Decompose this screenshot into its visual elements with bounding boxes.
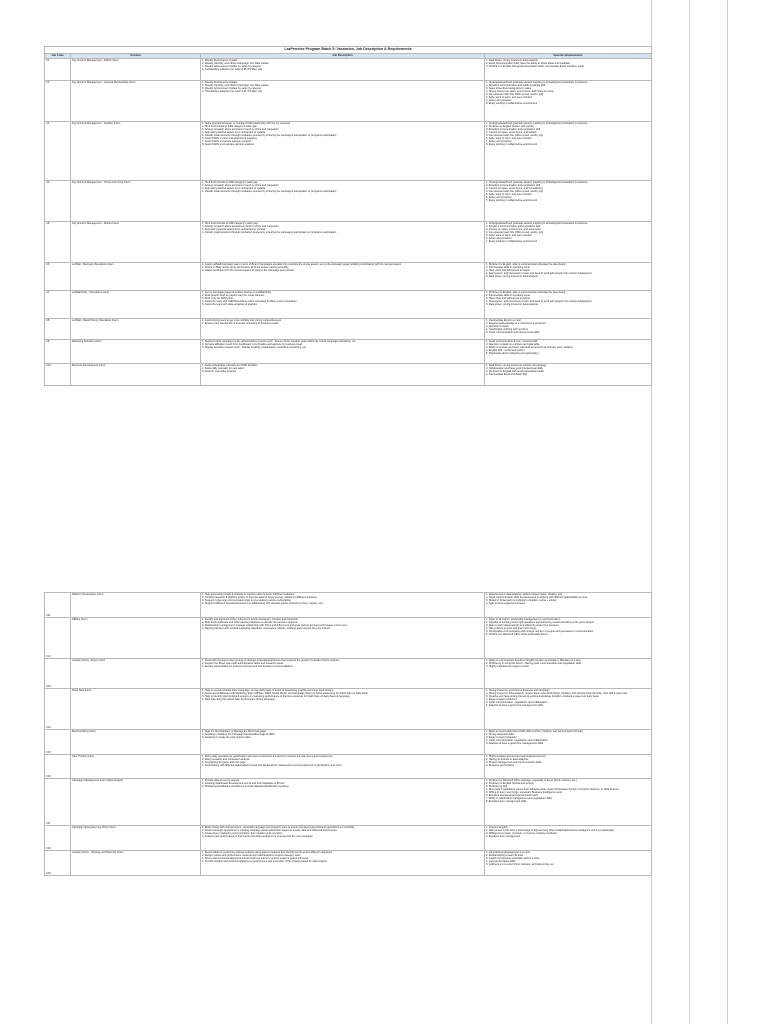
job-code-cell: C9 [45,340,71,364]
table-row [45,593,652,618]
table-row [45,122,652,181]
position-cell: Merchandising Intern [71,730,201,755]
table-row [45,364,652,386]
job-code-cell: C6 [45,263,71,291]
table-row [45,851,652,876]
description-cell: 1. Hunt fresh brands to fulfill category's seller gap 2. Actively research about assortment trend in online and competitor 3. Approach potential sellers to be onboarded to Lazada 4. Growth small accounts through incubation process by ensuring the campaigns participation or programs participation [201,222,485,263]
description-cell: 1. Solve operational issues to maintain KAM relationship with the top accounts 2. Hunt fresh bands to fulfill category's seller gap 3. Actively research about assortment trend in online and competitor 4. Approach potential sellers to be onboarded to Lazada 5. Growth small accounts through incubation process by ensuring the campaigns participation or programs participation 6. Assist KAMs in price and assortment mapping 7. Assist KAMs to operate category projects 8. Assist KAMs to accelerate account analysis [201,122,485,181]
description-cell: 1. Help to execute Double Date Campaign, and on daily basis in terms of developing graphics structure (web design) 2. Assist and collaborate with Marketing Team (Affiliate, CRM, Social Media, and Campaign Team) to boost awareness for Flash Sale on daily basis 3. Help to identify opportunities & analyze on marketing performance to improve exposure for Flash Sale on daily basis & campaign 4. Data Checking from Flash Sale Performance during campaign [201,689,485,730]
job-code-cell: C13 [45,659,71,689]
job-code-cell: C1 [45,59,71,81]
requirements-cell: 1. Intermediate Excel is a must 2. Experience/knowledge in e-commerce is preferred 3. Attention to detail 4. Comfortable working with numbers 5. Good communication and interpersonal skills [485,319,652,340]
job-code-cell: C14 [45,689,71,730]
position-cell: Key Account Management - Home and Living Intern [71,181,201,222]
header-specific-requirements: Specific Requirements [485,54,652,59]
requirements-cell: 1. Highly detailed oriented and well organized person 2. Having an interest in data analytics 3. Project management and communication skills 4. Proactive and initiative [485,755,652,779]
description-cell: 1. Hunt fresh brands to fulfill category's seller gap 2. Actively research about assortment trend in online and competitor 3. Approach potential sellers to be onboarded to Lazada 4. Growth small accounts through incubation process by ensuring the campaigns participation or programs participation [201,181,485,222]
description-cell: 1. Responsible for performing various analysis using data to measure and identify trends across different categories 2. Design reports and performance measurement dashboards to support category team 3. Drive cross-functional alignment across business teams to ensure project's goal is achieved 4. Provide insights and recommendations on performance and execution of the projects based on data insights [201,851,485,876]
position-cell: Key Account Management - General Merchandise Intern [71,81,201,122]
job-code-cell: C8 [45,319,71,340]
table-row [45,618,652,659]
position-cell: LazMall - Business Operations Intern [71,263,201,291]
position-cell: LazMall Daily - Operations Intern [71,291,201,319]
description-cell: 1. Assist LazMall Campaign team in term of Brand Campaigns operation by reviewing the onsite assets, set up the campaign page including coordination with the relevant teams 2. Check in 3Day onsite set up and ensure all of the assets running smoothly 3. Gather feedback from the relevant teams to support the campaign post mortem [201,263,485,291]
position-cell: LazMall - Retail Pricing Operations Intern [71,319,201,340]
job-code-cell: C18 [45,826,71,851]
table-row [45,779,652,826]
table-row [45,659,652,689]
job-code-cell: C12 [45,618,71,659]
vacancy-table-page-2 [44,592,652,876]
requirements-cell: 1. Proficient in Microsoft Office package, especially in Excel (Pivot, lookups, etc.) 2. Proficient in English (Verbal and written) 3. Proficient in SQL 4. Plus point if candidates comes from following study major:(Information System, Computer Science, or Data Science 5. Willing to learn new things, especially Business Intelligence tools 6. Excellent interpersonal communication skill 7. Ability in relationship management and negotiation skills 8. Excellent time management skills [485,779,652,826]
job-code-cell: C16 [45,755,71,779]
table-row [45,319,652,340]
requirements-cell: 1. Strong interest in ecommerce business and campaign 2. Strong interest in data analysis, require basic excel skills (Pivot, Vlookup, and various basic formula). SQL skill is plus point 3. Creative and have strong interest to explore knowledge & skills in marketing aspect on daily basis 4. Eager to learn behaviour 5. Good communication, negotiation, and collaboration 6. Adaptive & have a good time management skills [485,689,652,730]
job-code-cell: C2 [45,81,71,122]
table-row [45,222,652,263]
description-cell: 1. Identify and approach KOLs, influencers across Instagram, Youtube and Facebook 2. Help assist webinars and other training initiatives to educate the partners acquired 3. Relationship management: manage relationship with KOLs and influencers and grow partner account performance end to end 4. Aligning partners with Lazada marketing calendars, new feature rollouts, strategy and ensuring they are trained. [201,618,485,659]
header-job-code: Job Code [45,54,71,59]
description-cell: 1. Work closely with internal teams, especially campaign and category team to ensure the day-to-day business operations run smoothly 2. Assist campaign operations by curating campaign deals submission based on trends, data and historical performance 3. Create buyer marketing communication, from ideation until execution 4. Analyze past performance to find trends and what needed to be improved for the next campaign [201,826,485,851]
description-cell: 1. Help the Merchandiser to Manage the MKU Campaign 2. Assisting in building the Campaign Merchandise Page & CRM 3. Assisting to create the post mortem data [201,730,485,755]
table-row [45,181,652,222]
position-cell: Campaign Management Intern (Data Analyst) [71,779,201,826]
requirements-cell: 1. Data driven, strong interest in data analysis. 2. Good Communication Skill, have the ability to share ideas and feedback. 3. Proficient in English with good presentation skills, intermediate Excel (vlookup, pivot) [485,59,652,81]
position-cell: Business Development Intern [71,364,201,386]
description-cell: 1. Weekly Performance Update 2. Weekly, Monthly, and others Campaign Join Rate tracker 3. Weekly Achievement Update by seller by category 4. Tools/activity adoption per seller (LPI, PS Max, etc) [201,59,485,81]
job-code-cell: C7 [45,291,71,319]
description-cell: 1. Assist pricing team to get more visibility into pricing competitiveness 2. Ensure price benchmark is accurate according to business needs [201,319,485,340]
requirements-cell: 1. Undergraduate/fresh graduate student majoring in all background education is welcome 2. Excellent communication and negotiation skill 3. Interest on sales, ecommerce, and home&living 4. Can operate basic Ms. Office (excel, words, ppt) 5. Agile, want to learn, and open minded 6. Active and proactive 7. Enjoy working in collaborative environment [485,181,652,222]
requirements-cell: 1. Undergraduate/fresh graduate student majoring in all background education is welcome 2. Excellent communication and public speaking skill 3. Sales driven/has background in sales 4. Strong interest on sales, ecommerce, and Home & Living 5. Can operate basic Ms. Office (excel, words, ppt) 6. Agile, want to learn, and open minded 7. Active and proactive 8. Enjoy working in collaborative environment [485,81,652,122]
job-code-cell: C5 [45,222,71,263]
requirements-cell: 1. Data driven, strong interest in analyze and strategy. 2. Collaborative and have good interpersonal skills 3. Proficient in English with good presentation skills 4. Intermediate Excel and Basic SQL [485,364,652,386]
grid-column-edge [727,0,728,1024]
table-row [45,755,652,779]
table-row [45,730,652,755]
table-row [45,81,652,122]
requirements-cell: 1. Proficient in English, able to communicate/ articulate the idea clearly 2. Intermediate skills in operating excel 3. Have drive and willingness to deliver 4. Fast learner, and interested to learn and keen to work with people from various background 5. Data driven, strong interest in data analysis. [485,291,652,319]
position-cell: User Product Intern [71,755,201,779]
table-row [45,340,652,364]
description-cell: 1. Set up campaign pages & product shelves in LazMall Daily 2. Draft graphic brief to graphic team for onsite banners 3. Draft copy for CRM push 4. Assist the team with LMD Bonus/best online campaign & offline event preparation 5. Assist the team with data extraction & analysis [201,291,485,319]
requirements-cell: 1. Undergraduate/fresh graduate student majoring in all background education is welcome 2. Proficient in English (written and verbal) 3. Excellent communication and negotiation skill 4. Interest on sales, ecommerce, and fashion 5. Can operate basic Ms. Office (excel, words, ppt) 6. Agile, want to learn, and open minded 7. Active and proactive 8. Enjoy working in collaborative environment [485,122,652,181]
job-code-cell: C3 [45,122,71,181]
header-job-description: Job Description [201,54,485,59]
job-code-cell: C19 [45,851,71,876]
requirements-cell: 1. Basic to intermediate Excel Skill (Able to Pivot, Vlookup, and various basic formula) 2. Strong analytical skills 3. Eager to learn behaviour 4. Good communication, negotiation, and collaboration 5. Adaptive & have a good time management skills [485,730,652,755]
position-cell: Flash Sale Intern [71,689,201,730]
position-cell: Platform Governance Intern [71,593,201,618]
table-row [45,263,652,291]
description-cell: 1. Weekly Performance Update 2. Weekly, Monthly, and others Campaign Join Rate tracker 3. Weekly Achievement Update by seller by category 4. Tools/activity adoption per seller (LPI, PS Max, etc) [201,81,485,122]
requirements-cell: 1. Good communication & inter- personal skill 2. Attention to detail on numbers and data table 3. Ability to operate and learn microsoft excel such as formula, pivot, vlookup. 4. English skill - verbal and written 5. Passionate about marketing and advertising [485,340,652,364]
vacancy-table-page-1 [44,46,652,386]
description-cell: 1. Assist with the day-to-day running of strategic projects/programmes that supports the growth of Lazada Choice program 2. Support the Buyer team with administrative tasks and research needs 3. Identify opportunities for process improvement and develop recommendations [201,659,485,689]
sheet-title: LazPrentice Program Batch 5: Vacancies, Job Description & Requirements [45,47,652,54]
table-row [45,59,652,81]
requirements-cell: 1. Experienced in data analysis, skilled in Excel (pivot, vlookup, etc) 2. Good communication skills & experienced in working with different stakeholders at once 3. Skilled in Powerpoint & proficient in English, verbal + written 4. Agile & show eagerness to learn [485,593,652,618]
position-cell: Campaign (Everyday Low Price) Intern [71,826,201,851]
table-row [45,689,652,730]
table-row [45,291,652,319]
description-cell: 1. Assist onboarding outreach and CRM activities 2. Assist daily outreach for new seller 3. Assist in new seller projects [201,364,485,386]
requirements-cell: 1. Undergraduate/fresh graduate student majoring in all background education is welcome 2. Excellent communication and negotiation skill 3. Interest on sales, ecommerce, and automotive 4. Can operate basic Ms. Office (excel, words, ppt) 5. Agile, want to learn, and open minded 6. Active and proactive 7. Enjoy working in collaborative environment [485,222,652,263]
job-code-cell: C15 [45,730,71,755]
position-cell: Key Account Management - Motors Intern [71,222,201,263]
position-cell: Key Account Management - FMCG Intern [71,59,201,81]
position-cell: Marketing Solutions Intern [71,340,201,364]
job-code-cell: C4 [45,181,71,222]
position-cell: Affiliate Intern [71,618,201,659]
job-code-cell: C17 [45,779,71,826]
job-code-cell: C10 [45,364,71,386]
job-code-cell: C11 [45,593,71,618]
grid-column-edge [689,0,690,1024]
header-position: Position [71,54,201,59]
requirements-cell: 1. Proficient in English, able to communicate/ articulate the idea clearly 2. Intermediate skills in operating excel 3. Have drive and willingness to deliver 4. Fast learner, and interested to learn and keen to work with people from various background 5. Data driven, strong interest in data analysis. [485,263,652,291]
requirements-cell: 1. Ability to communicate fluently in English (spoken and written). Mandarin is a plus 2. Proficiency in using Ms. Excel - Having good communication and negotiation skills 3. Highly motivated and eager to learn [485,659,652,689]
description-cell: 1. Provide data to use by request 2. Assisting Dashboard development end to end from Database to BI tool 3. Monitoring Dashboard schedule for smooth daily/weekly/Monthly reporting [201,779,485,826]
position-cell: Lazada Choice - Strategy and Planning Intern [71,851,201,876]
description-cell: 1. Support brand campaign on the administrative process such : Ensure Order creation, asset follow up, brand campaign scheduling, etc. 2. Compile affiliation report from dashboard to be Finalize and approve by business head 3. Display operation support such : Display booking recapitulation, credit limit monitoring, etc. [201,340,485,364]
requirements-cell: 1. Open to all majors, (preferably management or communication) 2. Capable of working under tight deadlines and delivering results according to the given targets 3. Able to work independently and efficiently under time pressure 4. Has a desire to grow and learn new things 5. Comfortable communicating with a large number of people and persuasive in communication 6. Proficient in Microsoft Office skills, particularly Excel [485,618,652,659]
requirements-cell: 1. Fluent in English 2. Well versed in Ms. Excel, knowledge in SQL and any other analytical/business intelligence tool is an advantage 3. Willingness to learn, innovate, or improve existing conditions 4. Excellent time management [485,826,652,851]
requirements-cell: 1. sql proficiency/background is a must 2. familiar/willing to learn BI tools 3. english for business (mandarin skill is a plus) 4. good presentation skills 5. proficient in ms excel (Pivot, lookups, self referencing, etc. [485,851,652,876]
description-cell: 1. Help generating insight & analysis to improve seller & buyer fulfillment solutions 2. Conduct research & platform testing to improve seller & buyer journey related to fulfillment solutions 3. Support in planning communication plan to give delivery service subscription 4. Support fulfillment operational issues by collaborating with relevant parties (Customer Care, Logistic, etc) [201,593,485,618]
position-cell: Key Account Management - Fashion Intern [71,122,201,181]
position-cell: Lazada Choice - Buyer Intern [71,659,201,689]
description-cell: 1. Doing daily operation for gamification and users (customers & Lazcoin) to ensure our user has a good experience 2. Doing research and competitor analysis 3. Copywriting for game and coin page 4. Coordinating with different stakeholders (Local and Regional) for maintenance and development of gamification and coins [201,755,485,779]
table-row [45,826,652,851]
